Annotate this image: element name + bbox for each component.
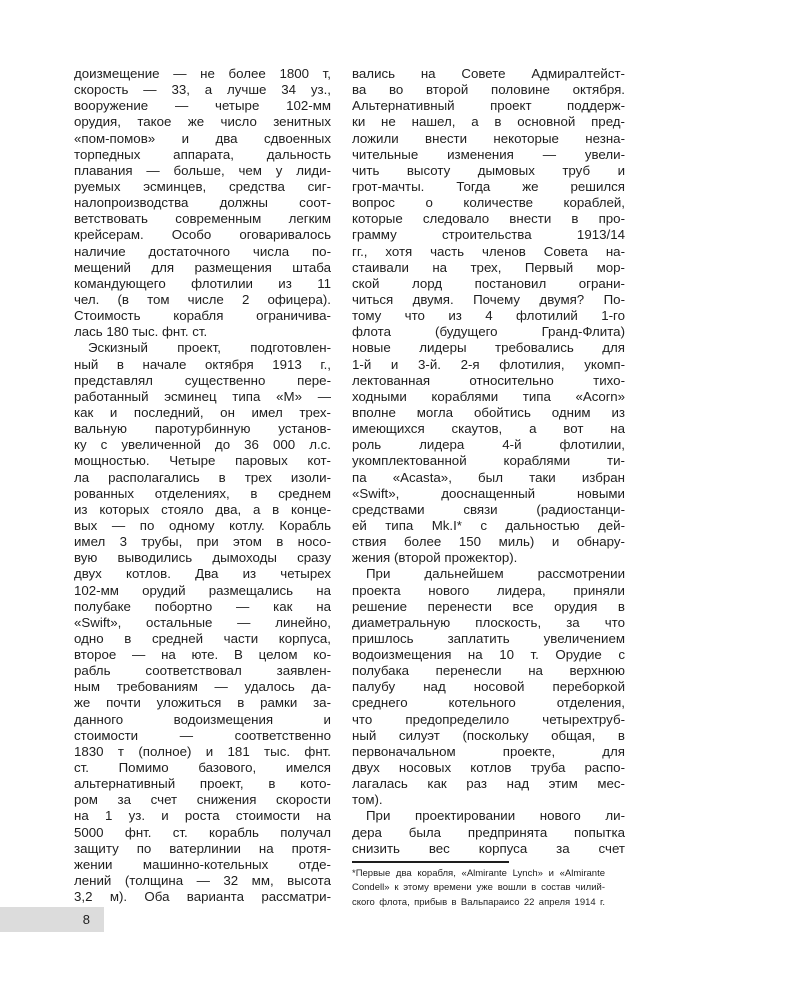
text-line: рованных отделениях, в среднем bbox=[74, 485, 331, 501]
text-line: 3,2 м). Оба варианта рассматри- bbox=[74, 889, 331, 905]
text-line: стоимости — соответственно bbox=[74, 727, 331, 743]
text-line: проекта нового лидера, приняли bbox=[352, 582, 625, 598]
text-line: лектованная относительно тихо- bbox=[352, 372, 625, 388]
text-line: ва во второй половине октября. bbox=[352, 82, 625, 98]
text-line: имел 3 трубы, при этом в носо- bbox=[74, 534, 331, 550]
text-line: данного водоизмещения и bbox=[74, 711, 331, 727]
text-line: При проектировании нового ли- bbox=[366, 808, 625, 824]
text-line: первоначальном проекте, для bbox=[352, 743, 625, 759]
text-line: же почти уложиться в рамки за- bbox=[74, 695, 331, 711]
text-line: грамму строительства 1913/14 bbox=[352, 227, 625, 243]
right-text-column bbox=[352, 66, 625, 911]
text-line: из которых стояло два, а в конце- bbox=[74, 501, 331, 517]
text-line: лений (толщина — 32 мм, высота bbox=[74, 873, 331, 889]
text-line: на 1 уз. и роста стоимости на bbox=[74, 808, 331, 824]
text-line: лагалась как раз над этим мес- bbox=[352, 776, 625, 792]
text-line: роль лидера 4-й флотилии, bbox=[352, 437, 625, 453]
text-line: ветствовать современным легким bbox=[74, 211, 331, 227]
text-line: 1830 т (полное) и 181 тыс. фнт. bbox=[74, 743, 331, 759]
text-line: средствами связи (радиостанци- bbox=[352, 501, 625, 517]
text-line: работанный эсминец типа «М» — bbox=[74, 388, 331, 404]
text-line: ского флота, прибыв в Вальпараисо 22 апреля 1914 г. bbox=[352, 897, 605, 909]
text-line: ст. Помимо базового, имелся bbox=[74, 760, 331, 776]
text-line: 1-й и 3-й. 2-я флотилия, укомп- bbox=[352, 356, 625, 372]
text-line: вооружение — четыре 102-мм bbox=[74, 98, 331, 114]
text-line: па «Acasta», был таки избран bbox=[352, 469, 625, 485]
footnote-text bbox=[352, 867, 605, 911]
text-line: новые лидеры требовались для bbox=[352, 340, 625, 356]
text-line: ром за счет снижения скорости bbox=[74, 792, 331, 808]
text-line: диаметральную плоскость, за что bbox=[352, 614, 625, 630]
text-line: альтернативный проект, в кото- bbox=[74, 776, 331, 792]
left-text-column bbox=[74, 66, 331, 905]
text-line: ный в начале октября 1913 г., bbox=[74, 356, 331, 372]
text-line: Альтернативный проект поддерж- bbox=[352, 98, 625, 114]
text-line: снизить вес корпуса за счет bbox=[352, 840, 625, 856]
text-line: жения (второй прожектор). bbox=[352, 550, 518, 566]
text-line: вальную паротурбинную установ- bbox=[74, 421, 331, 437]
text-line: ей типа Mk.I* с дальностью дей- bbox=[352, 517, 625, 533]
text-line: «пом-помов» и два сдвоенных bbox=[74, 130, 331, 146]
text-line: «Swift», дооснащенный новыми bbox=[352, 485, 625, 501]
text-line: ным требованиям — удалось да- bbox=[74, 679, 331, 695]
text-line: лась 180 тыс. фнт. ст. bbox=[74, 324, 208, 340]
text-line: вопрос о количестве кораблей, bbox=[352, 195, 625, 211]
text-line: налопроизводства должны соот- bbox=[74, 195, 331, 211]
text-line: вались на Совете Адмиралтейст- bbox=[352, 66, 625, 81]
text-line: ла располагались в трех изоли- bbox=[74, 469, 331, 485]
text-line: наличие достаточного числа по- bbox=[74, 243, 331, 259]
text-line: чел. (в том числе 2 офицера). bbox=[74, 291, 331, 307]
text-line: руемых эсминцев, средства сиг- bbox=[74, 178, 331, 194]
footnote-rule bbox=[352, 861, 509, 863]
text-line: вполне могла обойтись одним из bbox=[352, 404, 625, 420]
text-line: флота (будущего Гранд-Флита) bbox=[352, 324, 625, 340]
text-line: плавания — больше, чем у лиди- bbox=[74, 162, 331, 178]
text-line: 102-мм орудий размещались на bbox=[74, 582, 331, 598]
text-line: гг., хотя часть членов Совета на- bbox=[352, 243, 625, 259]
text-line: которые следовало внести в про- bbox=[352, 211, 625, 227]
text-line: чительные изменения — увели- bbox=[352, 146, 625, 162]
text-line: тому что из 4 флотилий 1-го bbox=[352, 308, 625, 324]
text-line: 5000 фнт. ст. корабль получал bbox=[74, 824, 331, 840]
text-line: Condell» к этому времени уже вошли в состав чилий- bbox=[352, 882, 605, 894]
text-line: полубака перенесли на верхнюю bbox=[352, 663, 625, 679]
text-line: ствия более 150 миль) и обнару- bbox=[352, 534, 625, 550]
text-line: вую выводились дымоходы сразу bbox=[74, 550, 331, 566]
text-line: что предопределило четырехтруб- bbox=[352, 711, 625, 727]
text-line: защиту по ватерлинии на протя- bbox=[74, 840, 331, 856]
text-line: читься двумя. Почему двумя? По- bbox=[352, 291, 625, 307]
text-line: Эскизный проект, подготовлен- bbox=[88, 340, 331, 356]
text-line: доизмещение — не более 1800 т, bbox=[74, 66, 331, 81]
text-line: рабль соответствовал заявлен- bbox=[74, 663, 331, 679]
text-line: жении машинно-котельных отде- bbox=[74, 856, 331, 872]
text-line: Стоимость корабля ограничива- bbox=[74, 308, 331, 324]
text-line: имеющихся скаутов, а вот на bbox=[352, 421, 625, 437]
text-line: одно в средней части корпуса, bbox=[74, 630, 331, 646]
text-line: среднего котельного отделения, bbox=[352, 695, 625, 711]
text-line: двух носовых котлов труба распо- bbox=[352, 760, 625, 776]
text-line: орудия, такое же число зенитных bbox=[74, 114, 331, 130]
text-line: стаивали на трех, Первый мор- bbox=[352, 259, 625, 275]
text-line: пришлось заплатить увеличением bbox=[352, 630, 625, 646]
text-line: второе — на юте. В целом ко- bbox=[74, 647, 331, 663]
text-line: палубу над носовой переборкой bbox=[352, 679, 625, 695]
text-line: том). bbox=[352, 792, 383, 808]
text-line: ходными кораблями типа «Acorn» bbox=[352, 388, 625, 404]
text-line: «Swift», остальные — линейно, bbox=[74, 614, 331, 630]
text-line: ложили внести некоторые незна- bbox=[352, 130, 625, 146]
text-line: скорость — 33, а лучше 34 уз., bbox=[74, 82, 331, 98]
text-line: крейсерам. Особо оговаривалось bbox=[74, 227, 331, 243]
text-line: вых — по одному котлу. Корабль bbox=[74, 517, 331, 533]
text-line: дера была предпринята попытка bbox=[352, 824, 625, 840]
text-line: *Первые два корабля, «Almirante Lynch» и «Almirante bbox=[352, 867, 605, 879]
page-number: 8 bbox=[82, 912, 90, 927]
text-line: ку с увеличенной до 36 000 л.с. bbox=[74, 437, 331, 453]
page-number-strip bbox=[0, 907, 104, 932]
text-line: ный силуэт (поскольку общая, в bbox=[352, 727, 625, 743]
right-column-body-text bbox=[352, 66, 625, 857]
text-line: решение перенести все орудия в bbox=[352, 598, 625, 614]
footnote bbox=[352, 861, 605, 911]
text-line: мещений для размещения штаба bbox=[74, 259, 331, 275]
text-line: чить высоту дымовых труб и bbox=[352, 162, 625, 178]
text-line: представлял существенно пере- bbox=[74, 372, 331, 388]
text-line: укомплектованной кораблями ти- bbox=[352, 453, 625, 469]
text-line: полубаке побортно — как на bbox=[74, 598, 331, 614]
text-line: ской лорд постановил ограни- bbox=[352, 275, 625, 291]
text-line: При дальнейшем рассмотрении bbox=[366, 566, 625, 582]
text-line: ки не нашел, а в основной пред- bbox=[352, 114, 625, 130]
text-line: торпедных аппарата, дальность bbox=[74, 146, 331, 162]
text-line: грот-мачты. Тогда же решился bbox=[352, 178, 625, 194]
text-line: как и последний, он имел трех- bbox=[74, 404, 331, 420]
text-line: двух котлов. Два из четырех bbox=[74, 566, 331, 582]
text-line: водоизмещения на 10 т. Орудие с bbox=[352, 647, 625, 663]
text-line: командующего флотилии из 11 bbox=[74, 275, 331, 291]
text-line: мощностью. Четыре паровых кот- bbox=[74, 453, 331, 469]
